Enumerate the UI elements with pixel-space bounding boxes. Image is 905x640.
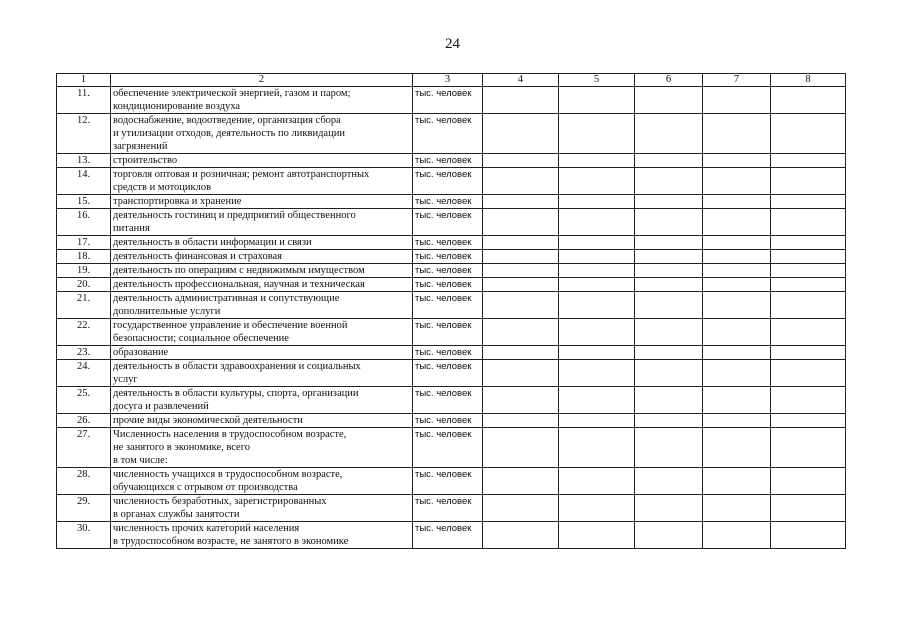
- value-cell-col-4: [483, 346, 559, 360]
- row-number: 13.: [57, 154, 111, 168]
- table-header: [57, 74, 846, 87]
- row-number: 26.: [57, 414, 111, 428]
- column-header-6: 6: [635, 74, 703, 87]
- row-number: 17.: [57, 236, 111, 250]
- value-cell-col-4: [483, 250, 559, 264]
- unit-of-measure: тыс. человек: [413, 319, 483, 346]
- value-cell-col-7: [703, 87, 771, 114]
- table-row: [57, 264, 846, 278]
- row-number: 18.: [57, 250, 111, 264]
- value-cell-col-6: [635, 264, 703, 278]
- value-cell-col-6: [635, 428, 703, 468]
- unit-of-measure: тыс. человек: [413, 428, 483, 468]
- indicator-name: численность прочих категорий населения в трудоспособном возрасте, не занятого в экономике: [111, 522, 413, 549]
- value-cell-col-7: [703, 250, 771, 264]
- value-cell-col-4: [483, 264, 559, 278]
- indicator-name: транспортировка и хранение: [111, 195, 413, 209]
- value-cell-col-6: [635, 522, 703, 549]
- value-cell-col-7: [703, 278, 771, 292]
- value-cell-col-7: [703, 114, 771, 154]
- value-cell-col-5: [559, 387, 635, 414]
- unit-of-measure: тыс. человек: [413, 236, 483, 250]
- row-number: 24.: [57, 360, 111, 387]
- value-cell-col-7: [703, 236, 771, 250]
- indicator-name: деятельность гостиниц и предприятий общественного питания: [111, 209, 413, 236]
- value-cell-col-5: [559, 414, 635, 428]
- value-cell-col-5: [559, 495, 635, 522]
- value-cell-col-5: [559, 264, 635, 278]
- value-cell-col-7: [703, 154, 771, 168]
- row-number: 14.: [57, 168, 111, 195]
- indicator-name: прочие виды экономической деятельности: [111, 414, 413, 428]
- value-cell-col-4: [483, 522, 559, 549]
- row-number: 25.: [57, 387, 111, 414]
- indicator-name: торговля оптовая и розничная; ремонт автотранспортных средств и мотоциклов: [111, 168, 413, 195]
- value-cell-col-5: [559, 154, 635, 168]
- value-cell-col-7: [703, 168, 771, 195]
- unit-of-measure: тыс. человек: [413, 250, 483, 264]
- unit-of-measure: тыс. человек: [413, 278, 483, 292]
- value-cell-col-8: [771, 114, 846, 154]
- table-row: [57, 292, 846, 319]
- table-row: [57, 522, 846, 549]
- value-cell-col-6: [635, 209, 703, 236]
- value-cell-col-8: [771, 387, 846, 414]
- row-number: 28.: [57, 468, 111, 495]
- value-cell-col-8: [771, 360, 846, 387]
- indicator-name: строительство: [111, 154, 413, 168]
- value-cell-col-8: [771, 87, 846, 114]
- unit-of-measure: тыс. человек: [413, 522, 483, 549]
- value-cell-col-4: [483, 495, 559, 522]
- value-cell-col-8: [771, 495, 846, 522]
- table-row: [57, 278, 846, 292]
- unit-of-measure: тыс. человек: [413, 468, 483, 495]
- value-cell-col-8: [771, 319, 846, 346]
- value-cell-col-8: [771, 236, 846, 250]
- value-cell-col-8: [771, 292, 846, 319]
- value-cell-col-7: [703, 468, 771, 495]
- value-cell-col-7: [703, 414, 771, 428]
- value-cell-col-7: [703, 387, 771, 414]
- value-cell-col-7: [703, 292, 771, 319]
- value-cell-col-8: [771, 428, 846, 468]
- value-cell-col-6: [635, 414, 703, 428]
- value-cell-col-8: [771, 278, 846, 292]
- value-cell-col-8: [771, 346, 846, 360]
- value-cell-col-4: [483, 292, 559, 319]
- table-row: [57, 360, 846, 387]
- table-row: [57, 495, 846, 522]
- value-cell-col-6: [635, 292, 703, 319]
- column-header-7: 7: [703, 74, 771, 87]
- header-row: [57, 74, 846, 87]
- indicator-name: численность безработных, зарегистрированных в органах службы занятости: [111, 495, 413, 522]
- row-number: 21.: [57, 292, 111, 319]
- unit-of-measure: тыс. человек: [413, 154, 483, 168]
- unit-of-measure: тыс. человек: [413, 209, 483, 236]
- value-cell-col-6: [635, 250, 703, 264]
- column-header-4: 4: [483, 74, 559, 87]
- unit-of-measure: тыс. человек: [413, 346, 483, 360]
- indicator-name: деятельность по операциям с недвижимым имуществом: [111, 264, 413, 278]
- row-number: 29.: [57, 495, 111, 522]
- value-cell-col-6: [635, 319, 703, 346]
- value-cell-col-5: [559, 195, 635, 209]
- value-cell-col-4: [483, 209, 559, 236]
- statistics-table: [56, 73, 846, 549]
- value-cell-col-8: [771, 522, 846, 549]
- row-number: 27.: [57, 428, 111, 468]
- row-number: 23.: [57, 346, 111, 360]
- value-cell-col-8: [771, 209, 846, 236]
- value-cell-col-6: [635, 468, 703, 495]
- indicator-name: водоснабжение, водоотведение, организация сбора и утилизации отходов, деятельность по ликвидации загрязнений: [111, 114, 413, 154]
- table-row: [57, 87, 846, 114]
- value-cell-col-5: [559, 428, 635, 468]
- value-cell-col-8: [771, 264, 846, 278]
- indicator-name: численность учащихся в трудоспособном возрасте, обучающихся с отрывом от производства: [111, 468, 413, 495]
- row-number: 20.: [57, 278, 111, 292]
- row-number: 12.: [57, 114, 111, 154]
- value-cell-col-7: [703, 195, 771, 209]
- value-cell-col-4: [483, 360, 559, 387]
- value-cell-col-6: [635, 360, 703, 387]
- table-row: [57, 319, 846, 346]
- value-cell-col-6: [635, 278, 703, 292]
- unit-of-measure: тыс. человек: [413, 414, 483, 428]
- indicator-name: образование: [111, 346, 413, 360]
- unit-of-measure: тыс. человек: [413, 195, 483, 209]
- indicator-name: деятельность административная и сопутствующие дополнительные услуги: [111, 292, 413, 319]
- value-cell-col-7: [703, 264, 771, 278]
- column-header-1: 1: [57, 74, 111, 87]
- value-cell-col-8: [771, 250, 846, 264]
- value-cell-col-6: [635, 236, 703, 250]
- value-cell-col-6: [635, 87, 703, 114]
- value-cell-col-6: [635, 154, 703, 168]
- value-cell-col-6: [635, 114, 703, 154]
- value-cell-col-8: [771, 168, 846, 195]
- value-cell-col-5: [559, 168, 635, 195]
- value-cell-col-6: [635, 495, 703, 522]
- value-cell-col-4: [483, 236, 559, 250]
- column-header-2: 2: [111, 74, 413, 87]
- unit-of-measure: тыс. человек: [413, 114, 483, 154]
- value-cell-col-4: [483, 114, 559, 154]
- value-cell-col-7: [703, 319, 771, 346]
- column-header-8: 8: [771, 74, 846, 87]
- row-number: 16.: [57, 209, 111, 236]
- table-row: [57, 250, 846, 264]
- unit-of-measure: тыс. человек: [413, 87, 483, 114]
- value-cell-col-5: [559, 250, 635, 264]
- table-body: [57, 87, 846, 549]
- value-cell-col-8: [771, 195, 846, 209]
- row-number: 30.: [57, 522, 111, 549]
- indicator-name: деятельность в области информации и связи: [111, 236, 413, 250]
- unit-of-measure: тыс. человек: [413, 292, 483, 319]
- row-number: 11.: [57, 87, 111, 114]
- indicator-name: Численность населения в трудоспособном возрасте, не занятого в экономике, всего в том числе:: [111, 428, 413, 468]
- table-row: [57, 428, 846, 468]
- table-row: [57, 114, 846, 154]
- unit-of-measure: тыс. человек: [413, 264, 483, 278]
- indicator-name: обеспечение электрической энергией, газом и паром; кондиционирование воздуха: [111, 87, 413, 114]
- indicator-name: деятельность профессиональная, научная и техническая: [111, 278, 413, 292]
- value-cell-col-4: [483, 468, 559, 495]
- table-row: [57, 387, 846, 414]
- column-header-3: 3: [413, 74, 483, 87]
- value-cell-col-5: [559, 114, 635, 154]
- value-cell-col-5: [559, 346, 635, 360]
- value-cell-col-5: [559, 292, 635, 319]
- table-row: [57, 468, 846, 495]
- value-cell-col-4: [483, 154, 559, 168]
- table-row: [57, 414, 846, 428]
- value-cell-col-8: [771, 414, 846, 428]
- value-cell-col-5: [559, 468, 635, 495]
- column-header-5: 5: [559, 74, 635, 87]
- unit-of-measure: тыс. человек: [413, 495, 483, 522]
- value-cell-col-7: [703, 209, 771, 236]
- value-cell-col-6: [635, 387, 703, 414]
- table-row: [57, 154, 846, 168]
- indicator-name: государственное управление и обеспечение военной безопасности; социальное обеспечение: [111, 319, 413, 346]
- value-cell-col-7: [703, 346, 771, 360]
- table-row: [57, 236, 846, 250]
- table-row: [57, 346, 846, 360]
- value-cell-col-6: [635, 195, 703, 209]
- value-cell-col-4: [483, 414, 559, 428]
- value-cell-col-5: [559, 209, 635, 236]
- value-cell-col-7: [703, 522, 771, 549]
- value-cell-col-5: [559, 236, 635, 250]
- value-cell-col-4: [483, 195, 559, 209]
- value-cell-col-7: [703, 428, 771, 468]
- value-cell-col-8: [771, 154, 846, 168]
- value-cell-col-4: [483, 428, 559, 468]
- page-number: 24: [445, 36, 460, 52]
- value-cell-col-5: [559, 87, 635, 114]
- value-cell-col-5: [559, 278, 635, 292]
- row-number: 15.: [57, 195, 111, 209]
- value-cell-col-7: [703, 495, 771, 522]
- unit-of-measure: тыс. человек: [413, 387, 483, 414]
- unit-of-measure: тыс. человек: [413, 168, 483, 195]
- table-row: [57, 209, 846, 236]
- row-number: 19.: [57, 264, 111, 278]
- value-cell-col-4: [483, 168, 559, 195]
- value-cell-col-6: [635, 168, 703, 195]
- value-cell-col-5: [559, 360, 635, 387]
- value-cell-col-5: [559, 319, 635, 346]
- indicator-name: деятельность в области здравоохранения и социальных услуг: [111, 360, 413, 387]
- table-row: [57, 195, 846, 209]
- table-row: [57, 168, 846, 195]
- value-cell-col-4: [483, 278, 559, 292]
- row-number: 22.: [57, 319, 111, 346]
- indicator-name: деятельность финансовая и страховая: [111, 250, 413, 264]
- indicator-name: деятельность в области культуры, спорта, организации досуга и развлечений: [111, 387, 413, 414]
- value-cell-col-4: [483, 387, 559, 414]
- value-cell-col-7: [703, 360, 771, 387]
- unit-of-measure: тыс. человек: [413, 360, 483, 387]
- value-cell-col-5: [559, 522, 635, 549]
- value-cell-col-6: [635, 346, 703, 360]
- value-cell-col-4: [483, 87, 559, 114]
- value-cell-col-4: [483, 319, 559, 346]
- value-cell-col-8: [771, 468, 846, 495]
